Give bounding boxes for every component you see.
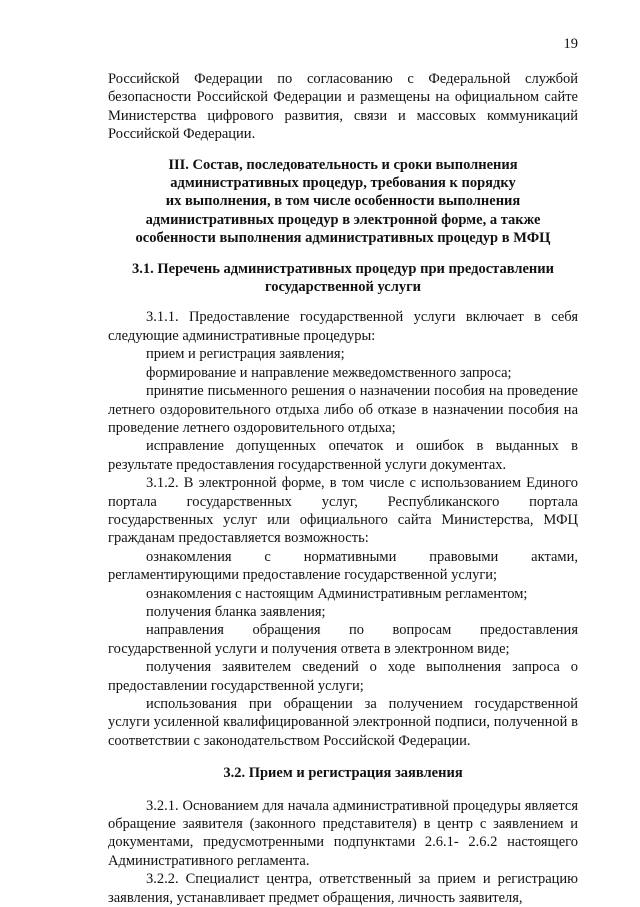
list-item: получения заявителем сведений о ходе выполнения запроса о предоставлении государственной услуги;	[108, 659, 578, 694]
section-3-heading-line: их выполнения, в том числе особенности выполнения	[165, 193, 521, 210]
list-item: ознакомления с настоящим Административным регламентом;	[146, 585, 528, 602]
list-item: формирование и направление межведомственного запроса;	[146, 364, 512, 381]
list-item: использования при обращении за получением государственной услуги усиленной квалифицированной электронной подписи, полученной в соответствии с законодательством Российской Федерации.	[108, 696, 578, 749]
subsection-3-1-heading	[108, 260, 578, 297]
paragraph-3-2-1: 3.2.1. Основанием для начала административной процедуры является обращение заявителя (законного представителя) в центр с заявлением и документами, предусмотренными подпунктами 2.6.1- 2.6.2 настоящего Административного регламента.	[108, 797, 578, 869]
paragraph-3-2-2: 3.2.2. Специалист центра, ответственный за прием и регистрацию заявления, устанавливает предмет обращения, личность заявителя,	[108, 871, 578, 906]
list-item: получения бланка заявления;	[146, 603, 326, 620]
section-3-heading-line: особенности выполнения административных процедур в МФЦ	[135, 230, 551, 247]
section-3-heading-line: III. Состав, последовательность и сроки выполнения	[168, 156, 518, 173]
list-item: прием и регистрация заявления;	[146, 346, 345, 363]
subsection-3-1-heading-line: 3.1. Перечень административных процедур при предоставлении	[132, 260, 554, 277]
section-3-heading	[108, 156, 578, 248]
subsection-3-1-heading-line: государственной услуги	[264, 279, 422, 296]
subsection-3-2-heading: 3.2. Прием и регистрация заявления	[223, 765, 463, 782]
section-3-heading-line: административных процедур в электронной форме, а также	[145, 211, 541, 228]
document-body	[108, 70, 578, 907]
page-number: 19	[563, 36, 578, 52]
paragraph-3-1-1: 3.1.1. Предоставление государственной услуги включает в себя следующие административные процедуры:	[108, 309, 578, 344]
list-item: направления обращения по вопросам предоставления государственной услуги и получения ответа в электронном виде;	[108, 622, 578, 657]
list-item: исправление допущенных опечаток и ошибок в выданных в результате предоставления государственной услуги документах.	[108, 438, 578, 473]
section-3-heading-line: административных процедур, требования к порядку	[170, 175, 516, 192]
list-item: ознакомления с нормативными правовыми актами, регламентирующими предоставление государственной услуги;	[108, 548, 578, 584]
paragraph-3-1-2: 3.1.2. В электронной форме, в том числе с использованием Единого портала государственных услуг, Республиканского портала государственных услуг или официального сайта Министерства, МФЦ гражданам предоставляется возможность:	[108, 475, 578, 547]
list-item: принятие письменного решения о назначении пособия на проведение летнего оздоровительного отдыха либо об отказе в назначении пособия на проведение летнего оздоровительного отдыха;	[108, 383, 578, 436]
intro-paragraph: Российской Федерации по согласованию с Федеральной службой безопасности Российской Федерации и размещены на официальном сайте Министерства цифрового развития, связи и массовых коммуникаций Российской Федерации.	[108, 71, 578, 143]
